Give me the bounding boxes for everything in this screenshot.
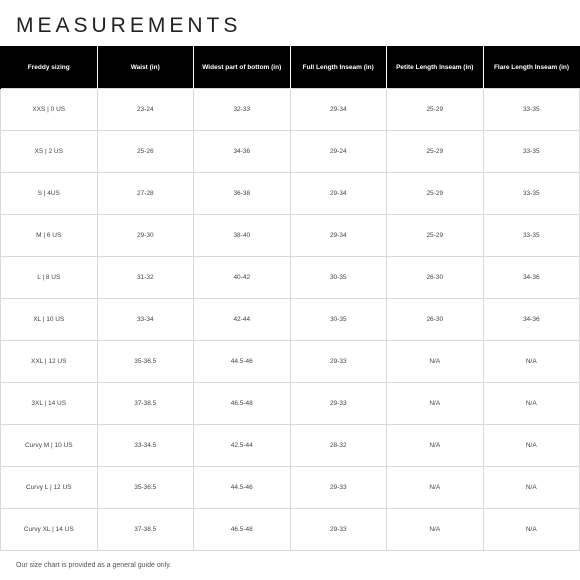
table-cell: 33-35 [483,131,580,173]
table-cell: N/A [387,383,484,425]
table-cell: 29-34 [290,89,387,131]
table-cell: N/A [387,467,484,509]
table-header [1,46,580,89]
table-cell: Curvy XL | 14 US [1,509,98,551]
table-cell: 26-30 [387,257,484,299]
table-cell: XXS | 0 US [1,89,98,131]
table-cell: 25-29 [387,173,484,215]
header-waist: Waist (in) [97,46,194,89]
table-cell: 29-30 [97,215,194,257]
table-cell: 36-38 [194,173,291,215]
table-cell: 28-32 [290,425,387,467]
disclaimer-footnote: Our size chart is provided as a general guide only. [16,562,172,569]
table-cell: XL | 10 US [1,299,98,341]
table-cell: N/A [387,425,484,467]
header-full-length-inseam: Full Length Inseam (in) [290,46,387,89]
table-cell: 29-34 [290,173,387,215]
page-title: MEASUREMENTS [16,14,242,37]
table-cell: 29-33 [290,509,387,551]
table-cell: N/A [483,509,580,551]
table-cell: N/A [483,341,580,383]
table-cell: 25-29 [387,131,484,173]
table-cell: 46.5-48 [194,383,291,425]
table-cell: 3XL | 14 US [1,383,98,425]
table-cell: N/A [483,425,580,467]
table-row [1,257,580,299]
table-row [1,215,580,257]
table-row [1,467,580,509]
table-cell: 32-33 [194,89,291,131]
table-row [1,509,580,551]
table-cell: 33-35 [483,215,580,257]
header-flare-length-inseam: Flare Length Inseam (in) [483,46,580,89]
header-petite-length-inseam: Petite Length Inseam (in) [387,46,484,89]
table-cell: S | 4US [1,173,98,215]
table-cell: Curvy L | 12 US [1,467,98,509]
table-cell: 25-26 [97,131,194,173]
table-cell: 37-38.5 [97,509,194,551]
table-row [1,383,580,425]
table-cell: 31-32 [97,257,194,299]
table-cell: L | 8 US [1,257,98,299]
table-cell: M | 6 US [1,215,98,257]
table-row [1,341,580,383]
table-row [1,89,580,131]
header-widest-part-of-bottom: Widest part of bottom (in) [194,46,291,89]
table-cell: 29-33 [290,383,387,425]
table-cell: 44.5-46 [194,341,291,383]
table-row [1,299,580,341]
table-cell: 29-34 [290,215,387,257]
table-cell: 25-29 [387,215,484,257]
header-freddy-sizing: Freddy sizing [1,46,98,89]
table-cell: N/A [387,341,484,383]
table-cell: 35-36.5 [97,341,194,383]
table-cell: 34-36 [194,131,291,173]
table-cell: 33-34 [97,299,194,341]
table-cell: 42.5-44 [194,425,291,467]
table-cell: Curvy M | 10 US [1,425,98,467]
table-cell: 26-30 [387,299,484,341]
table-cell: XXL | 12 US [1,341,98,383]
table-cell: 30-35 [290,299,387,341]
table-cell: 27-28 [97,173,194,215]
table-cell: N/A [387,509,484,551]
table-cell: N/A [483,383,580,425]
table-cell: 44.5-46 [194,467,291,509]
table-row [1,131,580,173]
table-cell: 23-24 [97,89,194,131]
size-chart-table [0,46,580,551]
table-row [1,173,580,215]
table-cell: 34-36 [483,299,580,341]
table-cell: 40-42 [194,257,291,299]
table-cell: 33-34.5 [97,425,194,467]
table-cell: 30-35 [290,257,387,299]
table-cell: 35-36.5 [97,467,194,509]
table-cell: 29-33 [290,467,387,509]
table-row [1,425,580,467]
table-cell: 34-36 [483,257,580,299]
table-cell: N/A [483,467,580,509]
table-cell: 38-40 [194,215,291,257]
table-cell: 29-33 [290,341,387,383]
table-cell: 33-35 [483,173,580,215]
table-cell: 33-35 [483,89,580,131]
header-row [1,46,580,89]
table-body [1,89,580,551]
table-cell: 46.5-48 [194,509,291,551]
table-cell: 29-24 [290,131,387,173]
table-cell: 37-38.5 [97,383,194,425]
table-cell: 25-29 [387,89,484,131]
table-cell: XS | 2 US [1,131,98,173]
table-cell: 42-44 [194,299,291,341]
